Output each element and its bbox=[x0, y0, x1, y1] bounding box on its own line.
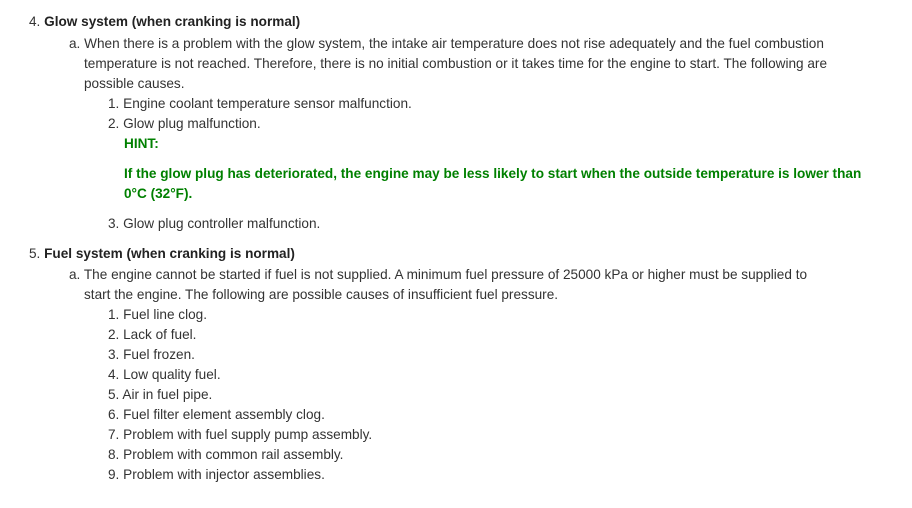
list-item-text: Problem with fuel supply pump assembly. bbox=[123, 427, 373, 442]
list-item-number: 6. bbox=[108, 407, 120, 422]
list-item-number: 2. bbox=[108, 327, 120, 342]
section-4-paragraph-line-1 bbox=[69, 34, 824, 54]
list-item-number: 3. bbox=[108, 347, 120, 362]
list-item-number: 2. bbox=[108, 116, 120, 131]
list-item bbox=[108, 325, 196, 345]
section-title: Glow system (when cranking is normal) bbox=[44, 14, 301, 29]
section-4-heading bbox=[29, 12, 300, 32]
list-item-text: Glow plug controller malfunction. bbox=[123, 216, 321, 231]
paragraph-marker: a. bbox=[69, 267, 81, 282]
list-item bbox=[108, 445, 343, 465]
section-4-paragraph-line-3: possible causes. bbox=[84, 76, 185, 91]
list-item-text: Engine coolant temperature sensor malfunction. bbox=[123, 96, 412, 111]
list-item bbox=[108, 425, 372, 445]
list-item bbox=[108, 465, 325, 485]
paragraph-text: When there is a problem with the glow system, the intake air temperature does not rise adequately and the fuel combustion bbox=[84, 36, 824, 51]
list-item-text: Glow plug malfunction. bbox=[123, 116, 261, 131]
hint-text-line-2: 0°C (32°F). bbox=[124, 186, 193, 201]
list-item-number: 1. bbox=[108, 307, 120, 322]
list-item-text: Air in fuel pipe. bbox=[122, 387, 213, 402]
list-item-text: Problem with injector assemblies. bbox=[123, 467, 325, 482]
list-item bbox=[108, 214, 320, 234]
section-4-paragraph-line-2: temperature is not reached. Therefore, there is no initial combustion or it takes time for the engine to start. The following are bbox=[84, 56, 828, 71]
section-number: 4. bbox=[29, 14, 41, 29]
section-title: Fuel system (when cranking is normal) bbox=[44, 246, 295, 261]
section-5-heading bbox=[29, 244, 295, 264]
hint-text-line-1: If the glow plug has deteriorated, the engine may be less likely to start when the outside temperature is lower than bbox=[124, 166, 862, 181]
list-item bbox=[108, 94, 412, 114]
section-number: 5. bbox=[29, 246, 41, 261]
paragraph-text: The engine cannot be started if fuel is not supplied. A minimum fuel pressure of 25000 kPa or higher must be supplied to bbox=[83, 267, 808, 282]
list-item-text: Fuel frozen. bbox=[123, 347, 195, 362]
list-item-number: 5. bbox=[108, 387, 120, 402]
hint-label: HINT: bbox=[124, 136, 159, 151]
list-item bbox=[108, 385, 212, 405]
paragraph-marker: a. bbox=[69, 36, 81, 51]
list-item-text: Low quality fuel. bbox=[123, 367, 221, 382]
section-5-paragraph-line-1 bbox=[69, 265, 807, 285]
list-item-text: Fuel filter element assembly clog. bbox=[123, 407, 325, 422]
list-item-text: Lack of fuel. bbox=[123, 327, 197, 342]
list-item bbox=[108, 345, 195, 365]
section-5-paragraph-line-2: start the engine. The following are possible causes of insufficient fuel pressure. bbox=[84, 287, 559, 302]
list-item-number: 8. bbox=[108, 447, 120, 462]
list-item-text: Fuel line clog. bbox=[123, 307, 207, 322]
list-item-number: 3. bbox=[108, 216, 120, 231]
list-item-number: 4. bbox=[108, 367, 120, 382]
list-item-number: 7. bbox=[108, 427, 120, 442]
list-item-number: 9. bbox=[108, 467, 120, 482]
list-item-number: 1. bbox=[108, 96, 120, 111]
list-item bbox=[108, 365, 221, 385]
list-item bbox=[108, 405, 325, 425]
list-item bbox=[108, 305, 207, 325]
list-item bbox=[108, 114, 261, 134]
list-item-text: Problem with common rail assembly. bbox=[123, 447, 344, 462]
